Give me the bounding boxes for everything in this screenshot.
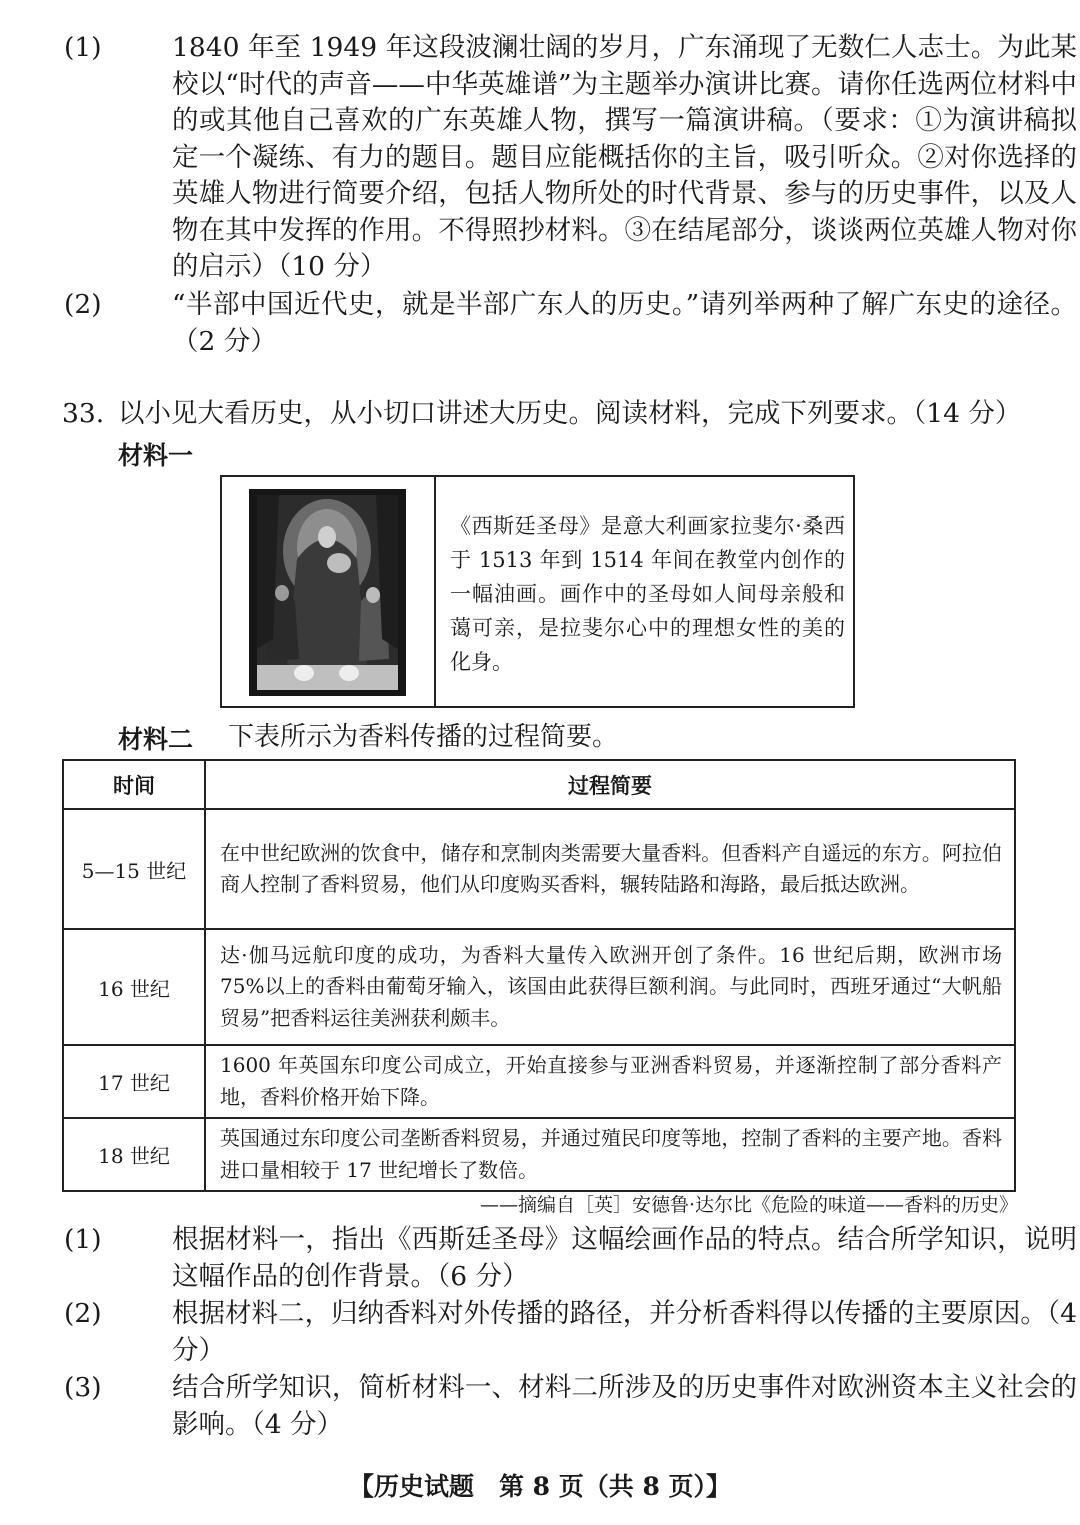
q33-sub3 bbox=[64, 1370, 1077, 1443]
table-row bbox=[63, 929, 1015, 1045]
material1-label: 材料一 bbox=[118, 441, 194, 470]
q33-number: 33. bbox=[62, 398, 105, 429]
q33-sub2-number: (2) bbox=[64, 1298, 102, 1329]
q33-sub3-number: (3) bbox=[64, 1372, 102, 1403]
page-footer: 【历史试题 第 8 页（共 8 页）】 bbox=[348, 1472, 732, 1501]
material1-box bbox=[220, 475, 855, 708]
row-time: 18 世纪 bbox=[63, 1118, 205, 1191]
row-time: 16 世纪 bbox=[63, 929, 205, 1045]
q33-sub1 bbox=[64, 1222, 1077, 1295]
header-time: 时间 bbox=[63, 760, 205, 809]
row-desc: 1600 年英国东印度公司成立，开始直接参与亚洲香料贸易，并逐渐控制了部分香料产地，香料价格开始下降。 bbox=[205, 1045, 1015, 1118]
q33-sub1-number: (1) bbox=[64, 1224, 102, 1255]
table-row bbox=[63, 809, 1015, 929]
q32-sub1-text: 1840 年至 1949 年这段波澜壮阔的岁月，广东涌现了无数仁人志士。为此某校以“时代的声音——中华英雄谱”为主题举办演讲比赛。请你任选两位材料中的或其他自己喜欢的广东英雄人物，撰写一篇演讲稿。（要求：①为演讲稿拟定一个凝练、有力的题目。题目应能概括你的主旨，吸引听众。②对你选择的英雄人物进行简要介绍，包括人物所处的时代背景、参与的历史事件，以及人物在其中发挥的作用。不得照抄材料。③在结尾部分，谈谈两位英雄人物对你的启示）（10 分） bbox=[172, 32, 1077, 282]
table-header-row bbox=[63, 760, 1015, 809]
q33-stem-text: 以小见大看历史，从小切口讲述大历史。阅读材料，完成下列要求。（14 分） bbox=[118, 398, 1022, 429]
sistine-madonna-painting bbox=[249, 489, 406, 696]
header-summary: 过程简要 bbox=[205, 760, 1015, 809]
q32-sub2-number: (2) bbox=[64, 289, 102, 320]
q33-sub3-text: 结合所学知识，简析材料一、材料二所涉及的历史事件对欧洲资本主义社会的影响。（4 分） bbox=[172, 1372, 1077, 1440]
q32-sub2 bbox=[64, 287, 1077, 360]
row-desc: 英国通过东印度公司垄断香料贸易，并通过殖民印度等地，控制了香料的主要产地。香料进口量相较于 17 世纪增长了数倍。 bbox=[205, 1118, 1015, 1191]
q33-sub2-text: 根据材料二，归纳香料对外传播的路径，并分析香料得以传播的主要原因。（4 分） bbox=[172, 1298, 1077, 1366]
spice-spread-table bbox=[62, 759, 1016, 1192]
q32-sub2-text: “半部中国近代史，就是半部广东人的历史。”请列举两种了解广东史的途径。（2 分） bbox=[172, 289, 1077, 357]
material1-text: 《西斯廷圣母》是意大利画家拉斐尔·桑西于 1513 年到 1514 年间在教堂内创作的一幅油画。画作中的圣母如人间母亲般和蔼可亲，是拉斐尔心中的理想女性的美的化身。 bbox=[450, 514, 845, 674]
row-time: 17 世纪 bbox=[63, 1045, 205, 1118]
table-row bbox=[63, 1045, 1015, 1118]
source-citation: ——摘编自［英］安德鲁·达尔比《危险的味道——香料的历史》 bbox=[479, 1194, 1018, 1216]
q32-sub1-number: (1) bbox=[64, 32, 102, 63]
row-desc: 达·伽马远航印度的成功，为香料大量传入欧洲开创了条件。16 世纪后期，欧洲市场 75%以上的香料由葡萄牙输入，该国由此获得巨额利润。与此同时，西班牙通过“大帆船贸易”把香料运往美洲获利颇丰。 bbox=[205, 929, 1015, 1045]
material2-label: 材料二 bbox=[118, 725, 194, 754]
q33-stem bbox=[62, 396, 1024, 432]
row-desc: 在中世纪欧洲的饮食中，储存和烹制肉类需要大量香料。但香料产自遥远的东方。阿拉伯商人控制了香料贸易，他们从印度购买香料，辗转陆路和海路，最后抵达欧洲。 bbox=[205, 809, 1015, 929]
material1-image-cell bbox=[222, 477, 436, 706]
q33-sub1-text: 根据材料一，指出《西斯廷圣母》这幅绘画作品的特点。结合所学知识，说明这幅作品的创作背景。（6 分） bbox=[172, 1224, 1077, 1292]
material2-intro: 下表所示为香料传播的过程简要。 bbox=[228, 722, 619, 752]
table-row bbox=[63, 1118, 1015, 1191]
row-time: 5—15 世纪 bbox=[63, 809, 205, 929]
q32-sub1 bbox=[64, 30, 1077, 286]
q33-sub2 bbox=[64, 1296, 1077, 1369]
